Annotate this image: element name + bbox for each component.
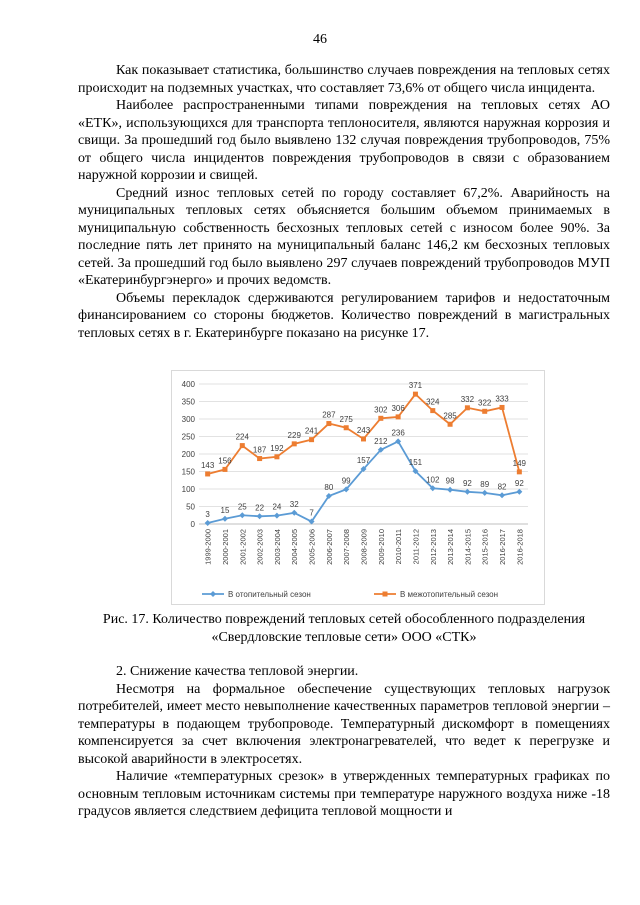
data-point-marker bbox=[239, 512, 245, 518]
body-text-bottom bbox=[78, 663, 610, 821]
x-tick-label: 2000-2001 bbox=[220, 529, 230, 565]
data-label: 224 bbox=[235, 432, 249, 442]
page-number: 46 bbox=[313, 32, 327, 47]
x-tick-label: 2016-2018 bbox=[515, 529, 525, 565]
data-point-marker bbox=[291, 510, 297, 516]
data-label: 149 bbox=[512, 458, 527, 468]
data-label: 82 bbox=[497, 482, 507, 492]
x-tick-label: 2015-2016 bbox=[480, 529, 490, 565]
data-point-marker bbox=[205, 471, 210, 476]
data-label: 92 bbox=[514, 478, 524, 488]
data-label: 229 bbox=[287, 430, 301, 440]
data-label: 92 bbox=[462, 478, 472, 488]
x-tick-label: 2012-2013 bbox=[428, 529, 438, 565]
legend-marker bbox=[210, 591, 216, 597]
legend-marker bbox=[383, 592, 388, 597]
data-point-marker bbox=[361, 436, 366, 441]
data-point-marker bbox=[378, 416, 383, 421]
data-label: 324 bbox=[426, 397, 440, 407]
data-label: 22 bbox=[255, 503, 265, 513]
y-tick-label: 250 bbox=[181, 432, 195, 442]
x-tick-label: 2003-2004 bbox=[272, 529, 282, 565]
data-point-marker bbox=[205, 520, 211, 526]
body-text-top bbox=[78, 62, 610, 342]
data-point-marker bbox=[274, 454, 279, 459]
data-label: 187 bbox=[252, 445, 267, 455]
data-point-marker bbox=[447, 487, 453, 493]
x-tick-label: 1999-2000 bbox=[203, 529, 213, 565]
y-tick-label: 50 bbox=[186, 502, 195, 512]
data-point-marker bbox=[344, 425, 349, 430]
y-tick-label: 300 bbox=[181, 415, 195, 424]
data-point-marker bbox=[240, 443, 245, 448]
legend-label: В отопительный сезон bbox=[228, 590, 311, 599]
paragraph: Объемы перекладок сдерживаются регулированием тарифов и недостаточным финансированием со стороны бюджетов. Количество повреждений в магистральных тепловых сетях в г. Екатеринбурге показано на рисунке 17. bbox=[78, 290, 610, 341]
data-label: 15 bbox=[220, 505, 230, 515]
line-chart bbox=[172, 371, 544, 604]
paragraph: Несмотря на формальное обеспечение существующих тепловых нагрузок потребителей, имеет место невыполнение качественных параметров тепловой энергии – температуры в подающем трубопроводе. Температурный дискомфорт в помещениях компенсируется за счет включения электронагревателей, что ведет к перегрузке и высокой аварийности в электросетях. bbox=[78, 681, 610, 767]
x-tick-label: 2011-2012 bbox=[411, 529, 421, 565]
x-tick-label: 2013-2014 bbox=[446, 529, 456, 565]
x-tick-label: 2005-2006 bbox=[307, 529, 317, 565]
data-label: 98 bbox=[445, 476, 455, 486]
data-point-marker bbox=[430, 408, 435, 413]
y-tick-label: 150 bbox=[181, 467, 195, 477]
x-tick-label: 2016-2017 bbox=[498, 529, 508, 565]
data-label: 156 bbox=[218, 456, 232, 466]
data-point-marker bbox=[448, 422, 453, 427]
data-label: 24 bbox=[272, 502, 282, 512]
data-label: 241 bbox=[304, 426, 319, 436]
data-label: 322 bbox=[478, 398, 492, 408]
data-point-marker bbox=[257, 513, 263, 519]
data-label: 7 bbox=[309, 508, 314, 518]
y-tick-label: 400 bbox=[181, 380, 195, 389]
data-label: 32 bbox=[289, 499, 299, 509]
data-label: 212 bbox=[374, 436, 388, 446]
data-label: 151 bbox=[408, 458, 423, 468]
data-label: 157 bbox=[356, 456, 371, 466]
data-point-marker bbox=[499, 492, 505, 498]
data-point-marker bbox=[413, 392, 418, 397]
data-label: 192 bbox=[270, 443, 284, 453]
x-tick-label: 2008-2009 bbox=[359, 529, 369, 565]
x-tick-label: 2001-2002 bbox=[238, 529, 248, 565]
paragraph: Как показывает статистика, большинство случаев повреждения на тепловых сетях происходит на подземных участках, что составляет 73,6% от общего числа инцидента. bbox=[78, 63, 610, 96]
paragraph: Наличие «температурных срезок» в утвержденных температурных графиках по основным тепловым источникам системы при температуре наружного воздуха ниже -18 градусов является следствием дефицита тепловой мощности и bbox=[78, 769, 610, 819]
data-point-marker bbox=[482, 490, 488, 496]
data-label: 102 bbox=[426, 475, 440, 485]
data-label: 332 bbox=[460, 394, 475, 404]
section-heading: 2. Снижение качества тепловой энергии. bbox=[116, 664, 359, 679]
y-tick-label: 100 bbox=[181, 485, 195, 494]
x-tick-label: 2007-2008 bbox=[342, 529, 352, 565]
x-tick-label: 2004-2005 bbox=[290, 529, 300, 565]
data-point-marker bbox=[517, 469, 522, 474]
y-tick-label: 200 bbox=[181, 450, 195, 459]
data-point-marker bbox=[500, 405, 505, 410]
data-label: 333 bbox=[495, 394, 509, 404]
x-tick-label: 2014-2015 bbox=[463, 529, 473, 565]
paragraph: Средний износ тепловых сетей по городу составляет 67,2%. Аварийность на муниципальных тепловых сетях объясняется большим объемом принимаемых в муниципальную собственность бесхозных тепловых сетей с износом более 90%. За последние пять лет принято на муниципальный баланс 146,2 км бесхозных тепловых сетей. За прошедший год было выявлено 297 случаев повреждений трубопроводов МУП «Екатеринбургэнерго» и прочих ведомств. bbox=[78, 185, 610, 288]
y-tick-label: 350 bbox=[181, 397, 195, 407]
data-label: 80 bbox=[324, 483, 334, 492]
data-point-marker bbox=[274, 513, 280, 519]
y-tick-label: 0 bbox=[190, 520, 195, 529]
data-label: 243 bbox=[356, 425, 371, 435]
data-label: 25 bbox=[237, 502, 247, 512]
data-label: 287 bbox=[322, 410, 336, 420]
data-point-marker bbox=[222, 467, 227, 472]
data-label: 236 bbox=[391, 428, 405, 438]
data-label: 89 bbox=[480, 479, 490, 489]
data-point-marker bbox=[516, 489, 522, 495]
data-label: 3 bbox=[205, 509, 210, 519]
x-tick-label: 2006-2007 bbox=[324, 529, 334, 565]
x-tick-label: 2010-2011 bbox=[394, 529, 404, 565]
data-point-marker bbox=[309, 437, 314, 442]
data-label: 275 bbox=[339, 414, 353, 424]
x-tick-label: 2002-2003 bbox=[255, 529, 265, 565]
data-label: 99 bbox=[341, 476, 351, 486]
legend-label: В межотопительный сезон bbox=[400, 590, 499, 599]
data-point-marker bbox=[464, 489, 470, 495]
data-point-marker bbox=[465, 405, 470, 410]
data-label: 302 bbox=[374, 405, 388, 415]
data-point-marker bbox=[257, 456, 262, 461]
x-tick-label: 2009-2010 bbox=[376, 529, 386, 565]
data-label: 371 bbox=[408, 381, 423, 391]
chart-frame bbox=[171, 370, 545, 605]
data-label: 306 bbox=[391, 403, 405, 413]
figure-caption: Рис. 17. Количество повреждений тепловых сетей обособленного подразделения «Свердловские тепловые сети» ООО «СТК» bbox=[102, 612, 586, 645]
data-point-marker bbox=[396, 414, 401, 419]
data-point-marker bbox=[222, 516, 228, 522]
data-label: 285 bbox=[443, 411, 457, 421]
data-label: 143 bbox=[200, 460, 215, 470]
data-point-marker bbox=[326, 421, 331, 426]
data-point-marker bbox=[292, 441, 297, 446]
paragraph: Наиболее распространенными типами повреждения на тепловых сетях АО «ЕТК», использующихся для транспорта теплоносителя, являются наружная коррозия и свищи. За прошедший год было выявлено 132 случая повреждения трубопроводов, 75% от общего числа инцидентов повреждения трубопроводов в связи с образованием наружной коррозии и свищей. bbox=[78, 98, 610, 183]
data-point-marker bbox=[482, 409, 487, 414]
